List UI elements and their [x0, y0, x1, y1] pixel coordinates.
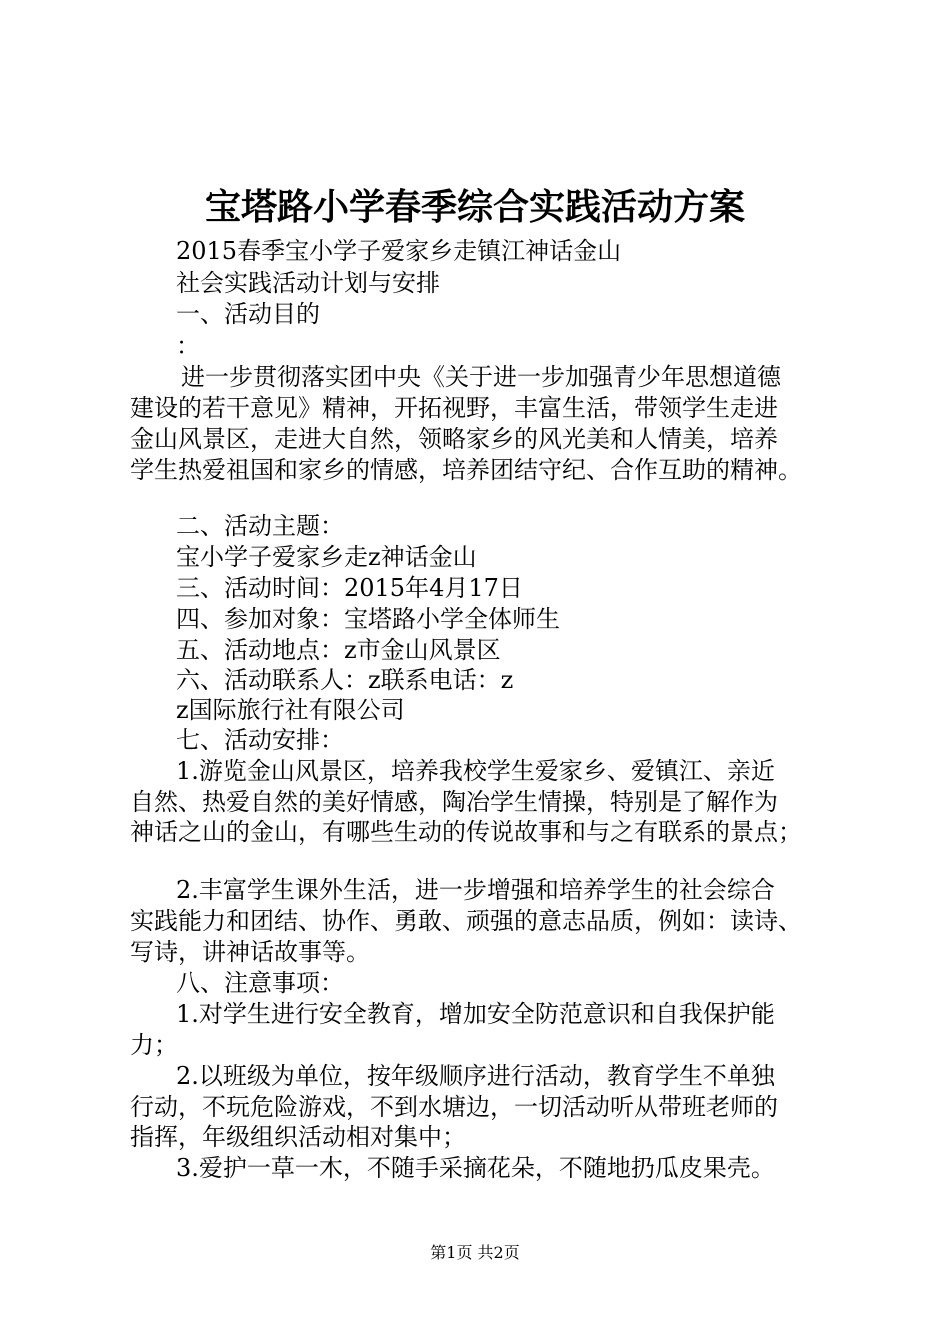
section-heading: 七、活动安排：	[176, 726, 344, 754]
text-line: z国际旅行社有限公司	[176, 696, 405, 724]
text-line: 2.丰富学生课外生活，进一步增强和培养学生的社会综合	[176, 876, 775, 904]
page-footer: 第1页 共2页	[430, 1243, 520, 1262]
text-line: 指挥，年级组织活动相对集中；	[130, 1123, 466, 1151]
text-line: 力；	[130, 1031, 178, 1059]
text-line: 宝小学子爱家乡走z神话金山	[176, 543, 477, 571]
section-heading: 五、活动地点：z市金山风景区	[176, 636, 501, 664]
section-heading: 二、活动主题：	[176, 512, 344, 540]
section-heading: 三、活动时间：2015年4月17日	[176, 574, 523, 602]
text-line: 写诗，讲神话故事等。	[130, 938, 370, 966]
section-heading: 八、注意事项：	[176, 969, 344, 997]
text-line: 2.以班级为单位，按年级顺序进行活动，教育学生不单独	[176, 1062, 775, 1090]
text-line: 行动，不玩危险游戏，不到水塘边，一切活动听从带班老师的	[130, 1093, 778, 1121]
text-line: 实践能力和团结、协作、勇敢、顽强的意志品质，例如：读诗、	[130, 907, 802, 935]
text-line: 金山风景区，走进大自然，领略家乡的风光美和人情美，培养	[130, 425, 778, 453]
text-line: 学生热爱祖国和家乡的情感，培养团结守纪、合作互助的精神。	[130, 456, 802, 484]
text-line: 1.对学生进行安全教育，增加安全防范意识和自我保护能	[176, 1000, 775, 1028]
text-line: 建设的若干意见》精神，开拓视野，丰富生活，带领学生走进	[130, 394, 778, 422]
section-heading: 六、活动联系人：z联系电话：z	[176, 666, 514, 694]
text-line: ：	[176, 332, 200, 360]
text-line: 神话之山的金山，有哪些生动的传说故事和与之有联系的景点；	[130, 818, 802, 846]
text-line: 2015春季宝小学子爱家乡走镇江神话金山	[176, 237, 622, 265]
section-heading: 四、参加对象：宝塔路小学全体师生	[176, 605, 560, 633]
text-line: 3.爱护一草一木，不随手采摘花朵，不随地扔瓜皮果壳。	[176, 1154, 775, 1182]
text-line: 1.游览金山风景区，培养我校学生爱家乡、爱镇江、亲近	[176, 757, 775, 785]
text-line: 进一步贯彻落实团中央《关于进一步加强青少年思想道德	[181, 363, 781, 391]
section-heading: 一、活动目的	[176, 300, 320, 328]
document-title: 宝塔路小学春季综合实践活动方案	[204, 187, 745, 228]
text-line: 自然、热爱自然的美好情感，陶冶学生情操，特别是了解作为	[130, 788, 778, 816]
text-line: 社会实践活动计划与安排	[176, 269, 440, 297]
